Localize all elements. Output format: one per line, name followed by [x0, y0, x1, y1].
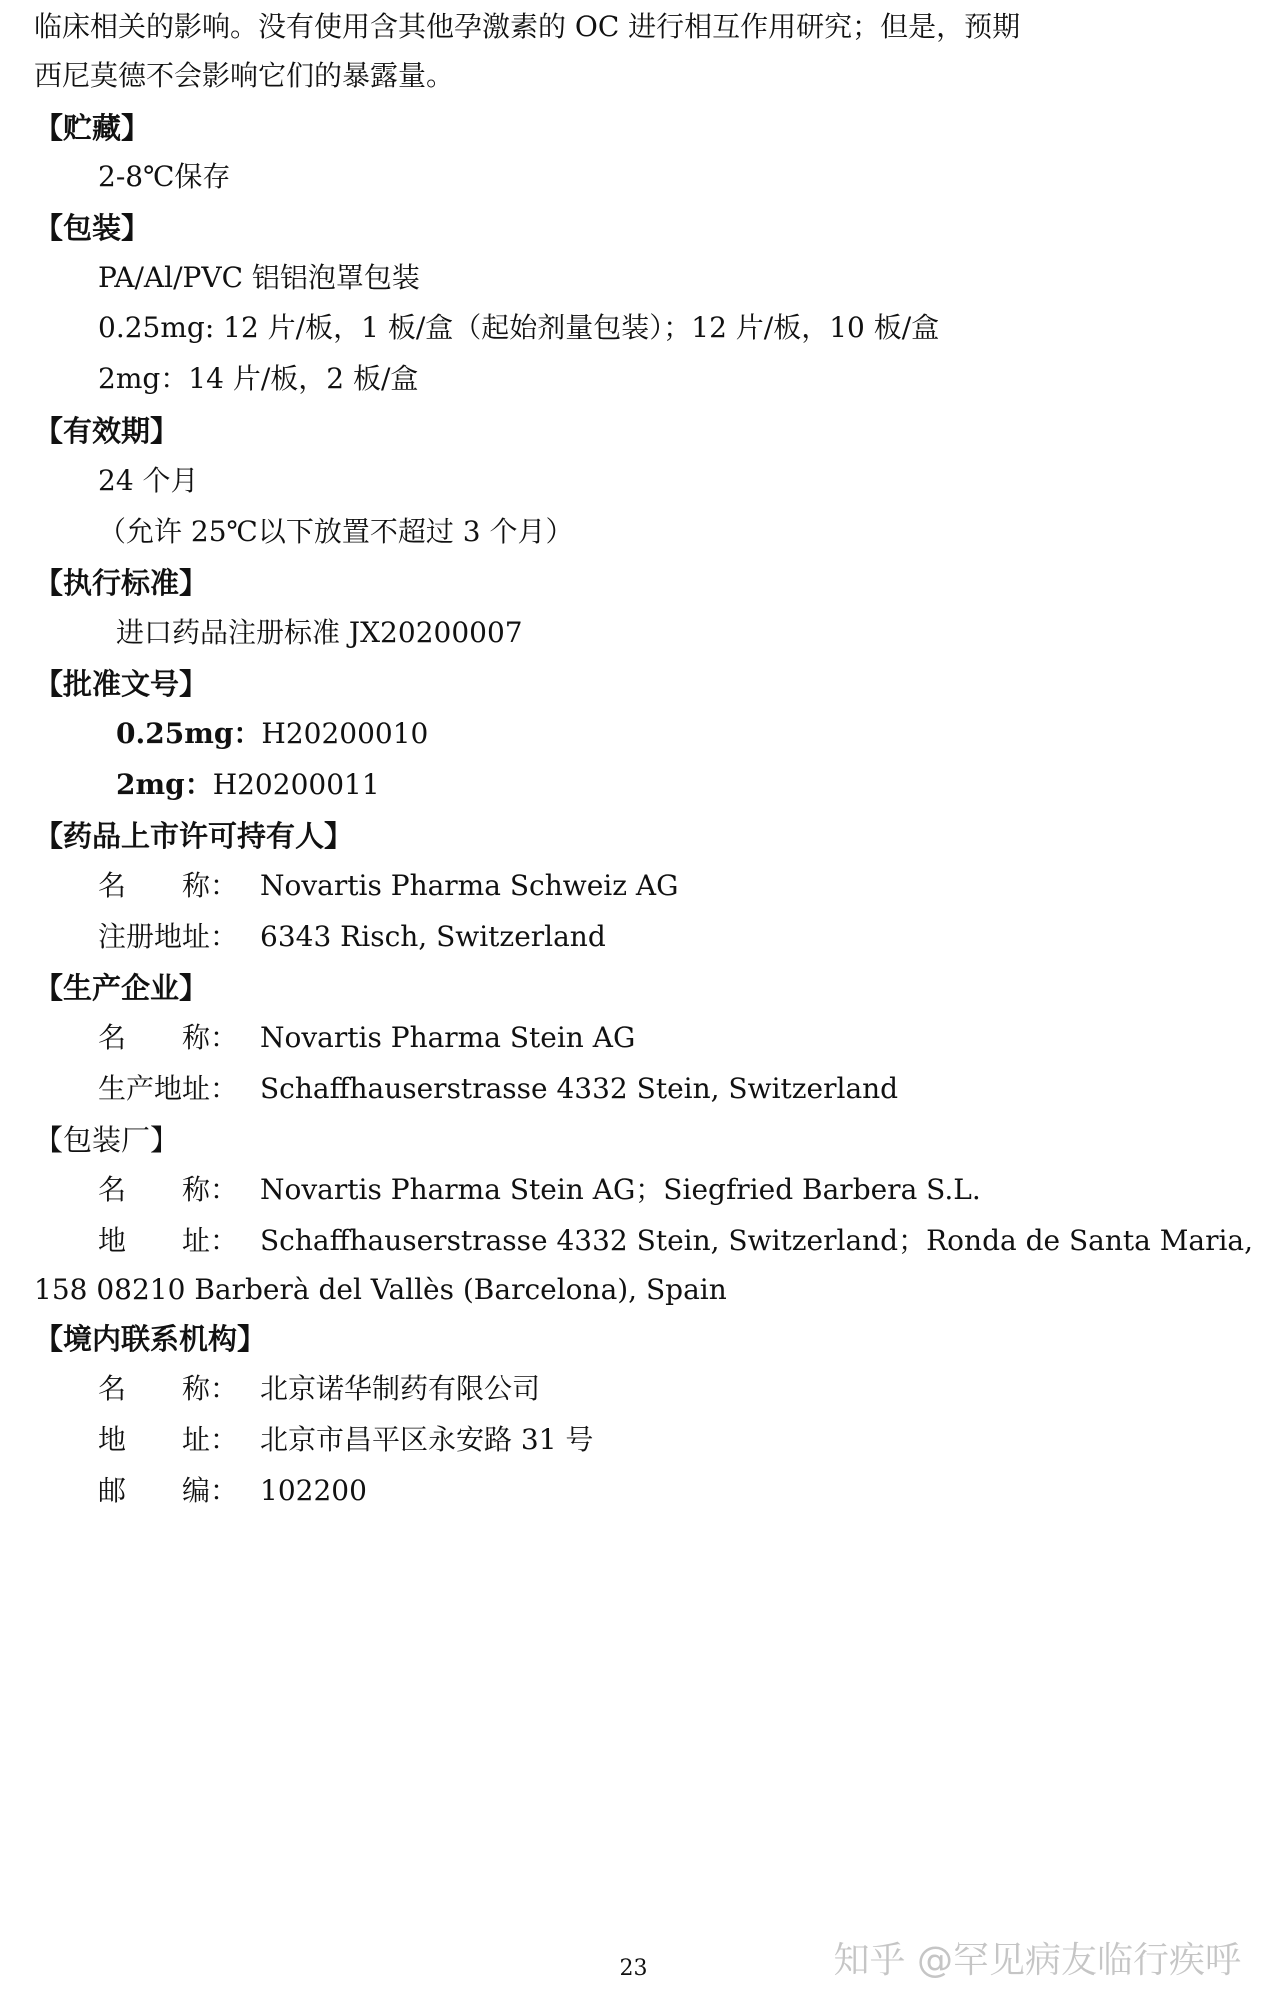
manufacturer-name-label: 名 称：	[98, 1021, 239, 1054]
holder-name-row	[98, 866, 678, 906]
domestic-name-label: 名 称：	[98, 1372, 239, 1405]
storage-text: 2-8℃保存	[98, 160, 231, 193]
manufacturer-heading: 【生产企业】	[34, 971, 209, 1005]
packager-name-row	[98, 1170, 981, 1210]
approval-1-label: 0.25mg：	[116, 717, 262, 750]
packager-name-label: 名 称：	[98, 1173, 239, 1206]
manufacturer-address-row	[98, 1069, 898, 1109]
domestic-name-value: 北京诺华制药有限公司	[260, 1372, 541, 1405]
holder-address-row	[98, 917, 606, 957]
domestic-address-label: 地 址：	[98, 1423, 239, 1456]
package-line-2: 0.25mg: 12 片/板，1 板/盒（起始剂量包装）；12 片/板，10 板/盒	[98, 311, 940, 344]
standard-text: 进口药品注册标准 JX20200007	[116, 616, 523, 649]
manufacturer-name-row	[98, 1018, 635, 1058]
approval-number-1	[116, 714, 428, 754]
holder-name-label: 名 称：	[98, 869, 239, 902]
watermark: 知乎 @罕见病友临行疾呼	[833, 1940, 1241, 1981]
packager-name-value: Novartis Pharma Stein AG；Siegfried Barbera S.L.	[260, 1173, 981, 1206]
validity-line-2: （允许 25℃以下放置不超过 3 个月）	[98, 515, 574, 548]
approval-2-label: 2mg：	[116, 768, 213, 801]
approval-heading: 【批准文号】	[34, 667, 209, 701]
package-line-1: PA/Al/PVC 铝铝泡罩包装	[98, 261, 420, 294]
holder-address-value: 6343 Risch, Switzerland	[260, 920, 606, 953]
intro-line-2: 西尼莫德不会影响它们的暴露量。	[34, 59, 455, 92]
manufacturer-name-value: Novartis Pharma Stein AG	[260, 1021, 636, 1054]
approval-number-2	[116, 765, 380, 805]
intro-line-1: 临床相关的影响。没有使用含其他孕激素的 OC 进行相互作用研究；但是，预期	[34, 10, 1021, 43]
holder-name-value: Novartis Pharma Schweiz AG	[260, 869, 679, 902]
page-number: 23	[619, 1956, 648, 1981]
storage-heading: 【贮藏】	[34, 111, 151, 145]
approval-1-value: H20200010	[261, 717, 429, 750]
packager-address-label: 地 址：	[98, 1224, 239, 1257]
packager-address-continued: 158 08210 Barberà del Vallès (Barcelona), Spain	[34, 1273, 727, 1306]
standard-heading: 【执行标准】	[34, 566, 209, 600]
domestic-address-row	[98, 1420, 593, 1460]
domestic-name-row	[98, 1369, 540, 1409]
domestic-zip-row	[98, 1471, 367, 1511]
manufacturer-address-value: Schaffhauserstrasse 4332 Stein, Switzerland	[260, 1072, 899, 1105]
packager-heading: 【包装厂】	[34, 1123, 180, 1157]
package-heading: 【包装】	[34, 211, 151, 245]
validity-heading: 【有效期】	[34, 414, 180, 448]
domestic-address-value: 北京市昌平区永安路 31 号	[260, 1423, 594, 1456]
packager-address-value: Schaffhauserstrasse 4332 Stein, Switzerland；Ronda de Santa Maria,	[260, 1224, 1254, 1257]
package-line-3: 2mg：14 片/板，2 板/盒	[98, 362, 419, 395]
domestic-zip-label: 邮 编：	[98, 1474, 239, 1507]
holder-address-label: 注册地址：	[98, 920, 239, 953]
packager-address-row	[98, 1221, 1253, 1261]
domestic-heading: 【境内联系机构】	[34, 1322, 267, 1356]
manufacturer-address-label: 生产地址：	[98, 1072, 239, 1105]
holder-heading: 【药品上市许可持有人】	[34, 819, 354, 853]
approval-2-value: H20200011	[212, 768, 380, 801]
domestic-zip-value: 102200	[260, 1474, 367, 1507]
validity-line-1: 24 个月	[98, 464, 199, 497]
